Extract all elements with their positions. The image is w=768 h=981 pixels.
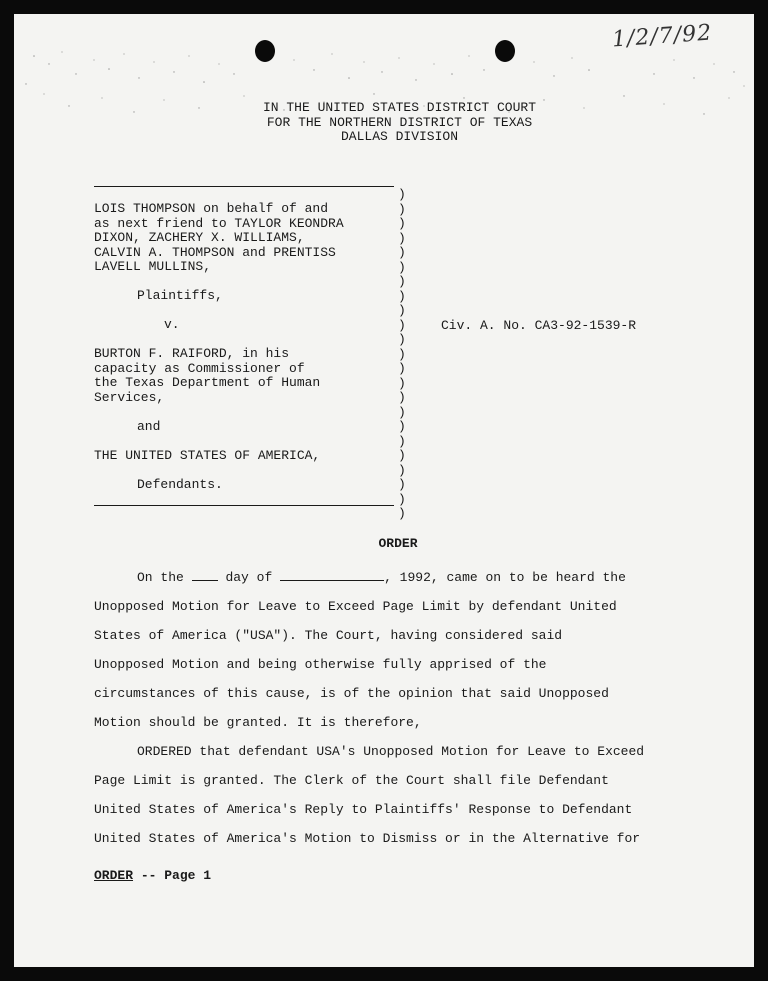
body-text: day of — [225, 570, 273, 585]
punch-hole-left — [255, 40, 275, 62]
order-title — [14, 536, 754, 551]
plaintiff-line: DIXON, ZACHERY X. WILLIAMS, — [94, 230, 305, 245]
body-line: Unopposed Motion and being otherwise fully apprised of the — [94, 657, 547, 672]
order-title-text: ORDER — [378, 536, 418, 551]
document-page — [14, 14, 754, 967]
case-caption-parties — [94, 202, 344, 492]
plaintiff-line: CALVIN A. THOMPSON and PRENTISS — [94, 244, 336, 260]
plaintiffs-label: Plaintiffs, — [137, 288, 223, 303]
defendant-line: capacity as Commissioner of — [94, 360, 305, 376]
plaintiff-line: as next friend to TAYLOR KEONDRA — [94, 215, 344, 231]
footer-order-label: ORDER — [94, 868, 134, 883]
page-footer — [94, 868, 211, 883]
body-line: Unopposed Motion for Leave to Exceed Page Limit by defendant United — [94, 599, 617, 614]
body-line: Page Limit is granted. The Clerk of the Court shall file Defendant — [94, 773, 609, 788]
and-connector: and — [137, 418, 161, 434]
body-line: Motion should be granted. It is therefore, — [94, 715, 422, 730]
defendant-line: the Texas Department of Human — [94, 375, 321, 390]
court-heading — [14, 101, 754, 145]
defendants-label: Defendants. — [137, 476, 223, 492]
body-line: ORDERED that defendant USA's Unopposed Motion for Leave to Exceed — [137, 744, 645, 759]
versus: v. — [164, 317, 180, 332]
defendant-line: BURTON F. RAIFORD, in his — [94, 346, 290, 361]
body-line — [94, 563, 719, 592]
defendant-line: Services, — [94, 389, 165, 405]
body-text: , 1992, came on to be heard the — [384, 570, 626, 585]
month-blank — [280, 568, 384, 581]
case-number: Civ. A. No. CA3-92-1539-R — [441, 318, 637, 333]
handwritten-date: 1/2/7/92 — [611, 20, 713, 53]
punch-hole-right — [495, 40, 515, 62]
footer-page: -- Page 1 — [140, 868, 212, 883]
caption-parenthesis-column: ) ) ) ) ) ) ) ) ) ) ) ) ) ) ) ) ) ) ) ) ) ) ) — [398, 187, 406, 521]
caption-bottom-rule — [94, 505, 394, 506]
caption-top-rule — [94, 186, 394, 187]
plaintiff-line: LOIS THOMPSON on behalf of and — [94, 201, 329, 216]
body-line: States of America ("USA"). The Court, having considered said — [94, 628, 563, 643]
day-blank — [192, 568, 218, 581]
defendant-2: THE UNITED STATES OF AMERICA, — [94, 447, 321, 463]
order-body — [94, 563, 719, 853]
body-text: On the — [137, 570, 184, 585]
court-line-1: IN THE UNITED STATES DISTRICT COURT — [262, 100, 537, 115]
plaintiff-line: LAVELL MULLINS, — [94, 259, 212, 274]
body-line: United States of America's Reply to Plaintiffs' Response to Defendant — [94, 802, 633, 817]
court-line-2: FOR THE NORTHERN DISTRICT OF TEXAS — [266, 114, 533, 130]
body-line: United States of America's Motion to Dismiss or in the Alternative for — [94, 831, 641, 846]
body-line: circumstances of this cause, is of the opinion that said Unopposed — [94, 686, 609, 701]
court-line-3: DALLAS DIVISION — [340, 129, 459, 144]
